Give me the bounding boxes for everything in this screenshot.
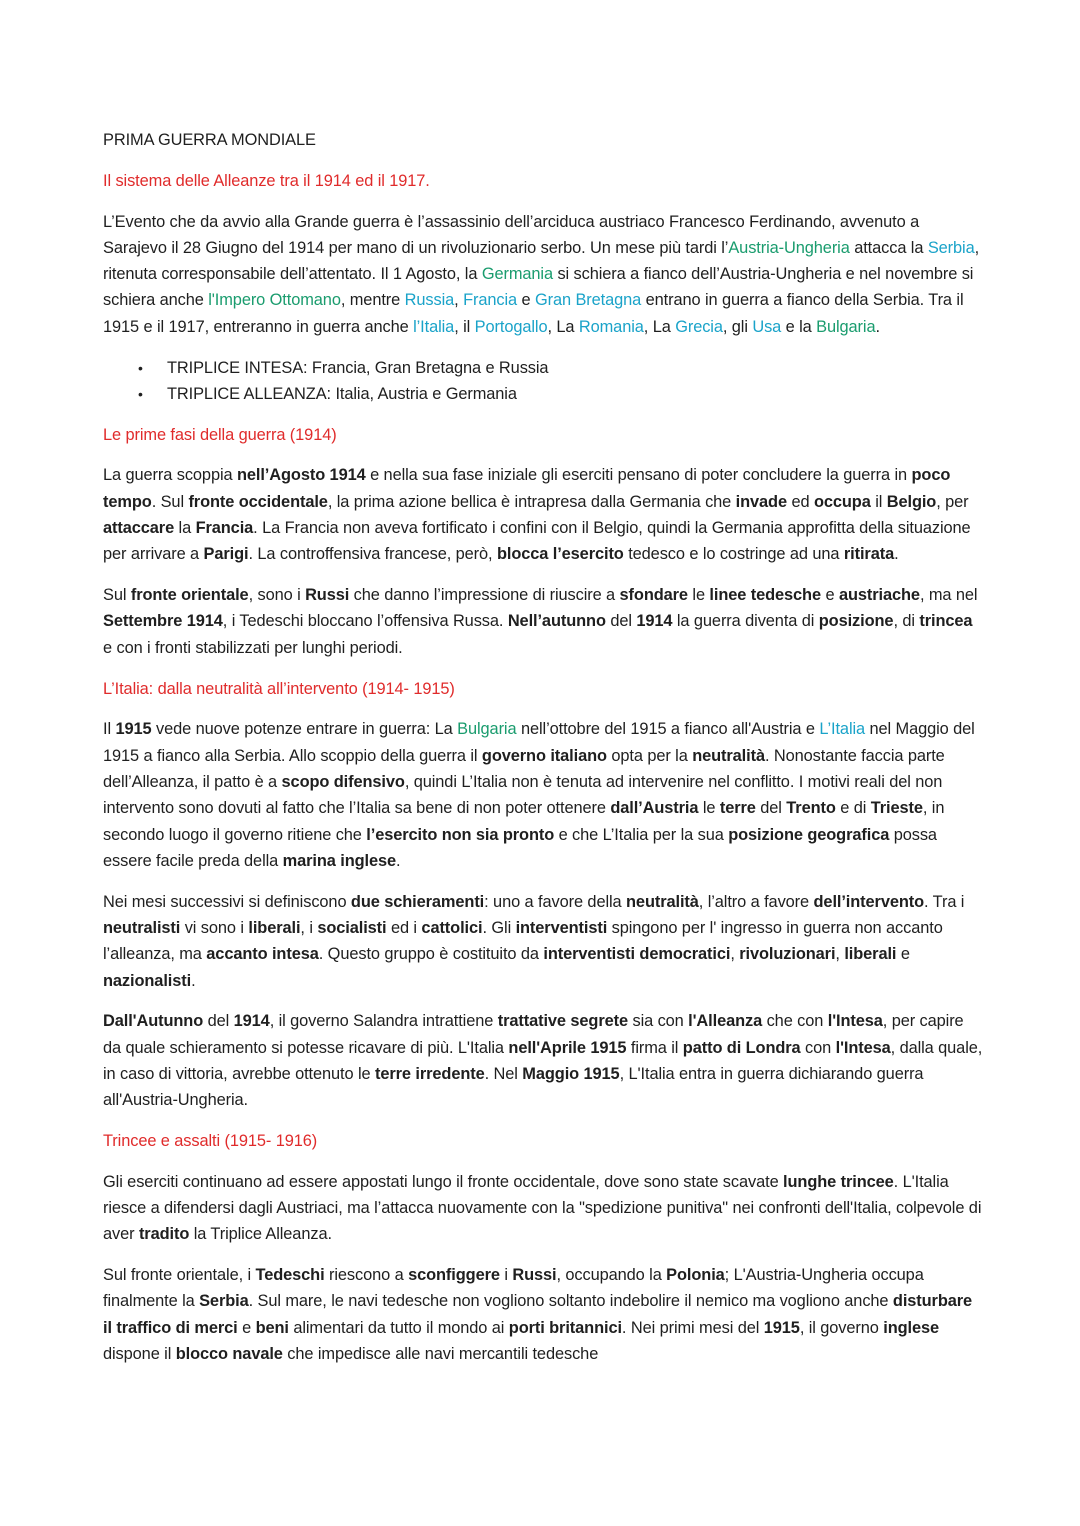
paragraph-two-factions: Nei mesi successivi si definiscono due schieramenti: uno a favore della neutralità, l’altro a favore dell’intervento. Tra i neutralisti vi sono i liberali, i socialisti ed i cattolici. Gli interventisti spingono per l' ingresso in guerra non accanto l’alleanza, ma accanto intesa. Questo gruppo è costituito da interventisti democratici, rivoluzionari, liberali e nazionalisti. [103,892,965,990]
country-bulgaria: Bulgaria [457,720,517,739]
country-germany: Germania [481,265,553,284]
paragraph-italy-1915: Il 1915 vede nuove potenze entrare in guerra: La Bulgaria nell’ottobre del 1915 a fianco all'Austria e L’Italia nel Maggio del 1915 a fianco alla Serbia. Allo scoppio della guerra il governo italiano opta per la neutralità. Nonostante faccia parte dell’Alleanza, il patto è a scopo difensivo, quindi L’Italia non è tenuta ad intervenire nel conflitto. I motivi reali del non intervento sono dovuti al fatto che l’Italia sa bene di non poter ottenere dall’Austria le terre del Trento e di Trieste, in secondo luogo il governo ritiene che l’esercito non sia pronto e che L’Italia per la sua posizione geografica possa essere facile preda della marina inglese. [103,720,975,870]
country-ottoman-empire: l'Impero Ottomano [208,291,341,310]
country-romania: Romania [578,317,644,336]
section-heading-italy-neutrality: L’Italia: dalla neutralità all’intervento (1914- 1915) [103,679,455,698]
paragraph-naval-blockade: Sul fronte orientale, i Tedeschi riescono a sconfiggere i Russi, occupando la Polonia; L'Austria-Ungheria occupa finalmente la Serbia. Sul mare, le navi tedesche non vogliono soltanto indebolire il nemico ma vogliono anche disturbare il traffico di merci e beni alimentari da tutto il mondo ai porti britannici. Nei primi mesi del 1915, il governo inglese dispone il blocco navale che impedisce alle navi mercantili tedesche [103,1266,973,1364]
country-usa: Usa [752,317,782,336]
country-great-britain: Gran Bretagna [534,291,642,310]
country-portugal: Portogallo [474,317,548,336]
country-italy: L’Italia [819,720,866,739]
country-italy: l’Italia [413,317,455,336]
country-russia: Russia [404,291,455,310]
country-serbia: Serbia [927,238,975,257]
paragraph-assassination: L’Evento che da avvio alla Grande guerra è l’assassinio dell’arciduca austriaco Francesco Ferdinando, avvenuto a Sarajevo il 28 Giugno del 1914 per mano di un rivoluzionario serbo. Un mese più tardi l’Austria-Ungheria attacca la Serbia, ritenuta corresponsabile dell’attentato. Il 1 Agosto, la Germania si schiera a fianco dell’Austria-Ungheria e nel novembre si schiera anche l'Impero Ottomano, mentre Russia, Francia e Gran Bretagna entrano in guerra a fianco della Serbia. Tra il 1915 e il 1917, entreranno in guerra anche l’Italia, il Portogallo, La Romania, La Grecia, gli Usa e la Bulgaria. [103,212,980,336]
paragraph-pact-of-london: Dall'Autunno del 1914, il governo Salandra intrattiene trattative segrete sia con l'Alleanza che con l'Intesa, per capire da quale schieramento si potesse ricavare di più. L'Italia nell'Aprile 1915 firma il patto di Londra con l'Intesa, dalla quale, in caso di vittoria, avrebbe ottenuto le terre irredente. Nel Maggio 1915, L'Italia entra in guerra dichiarando guerra all'Austria-Ungheria. [103,1012,983,1110]
section-heading-first-phases: Le prime fasi della guerra (1914) [103,425,337,444]
alliances-list [103,355,983,408]
document-title: PRIMA GUERRA MONDIALE [103,131,316,149]
bullet-icon: • [138,385,143,402]
paragraph-trenches: Gli eserciti continuano ad essere appostati lungo il fronte occidentale, dove sono state scavate lunghe trincee. L'Italia riesce a difendersi dagli Austriaci, ma l’attacca nuovamente con la "spedizione punitiva" nei confronti dell'Italia, colpevole di aver tradito la Triplice Alleanza. [103,1172,982,1244]
bullet-icon: • [138,359,143,376]
document-body [103,127,983,1382]
paragraph-eastern-front: Sul fronte orientale, sono i Russi che danno l’impressione di riuscire a sfondare le linee tedesche e austriache, ma nel Settembre 1914, i Tedeschi bloccano l’offensiva Russa. Nell’autunno del 1914 la guerra diventa di posizione, di trincea e con i fronti stabilizzati per lunghi periodi. [103,586,978,657]
country-greece: Grecia [675,317,723,336]
country-france: Francia [463,291,518,310]
section-heading-trenches: Trincee e assalti (1915- 1916) [103,1132,318,1150]
country-austria-hungary: Austria-Ungheria [728,238,850,257]
list-item-triple-alliance: • TRIPLICE ALLEANZA: Italia, Austria e Germania [167,381,983,407]
section-heading-alliances: Il sistema delle Alleanze tra il 1914 ed il 1917. [103,171,430,190]
list-item-triple-entente: • TRIPLICE INTESA: Francia, Gran Bretagna e Russia [167,355,983,381]
country-bulgaria: Bulgaria [816,317,876,336]
paragraph-western-front: La guerra scoppia nell’Agosto 1914 e nella sua fase iniziale gli eserciti pensano di poter concludere la guerra in poco tempo. Sul fronte occidentale, la prima azione bellica è intrapresa dalla Germania che invade ed occupa il Belgio, per attaccare la Francia. La Francia non aveva fortificato i confini con il Belgio, quindi la Germania approfitta della situazione per arrivare a Parigi. La controffensiva francese, però, blocca l’esercito tedesco e lo costringe ad una ritirata. [103,466,971,564]
